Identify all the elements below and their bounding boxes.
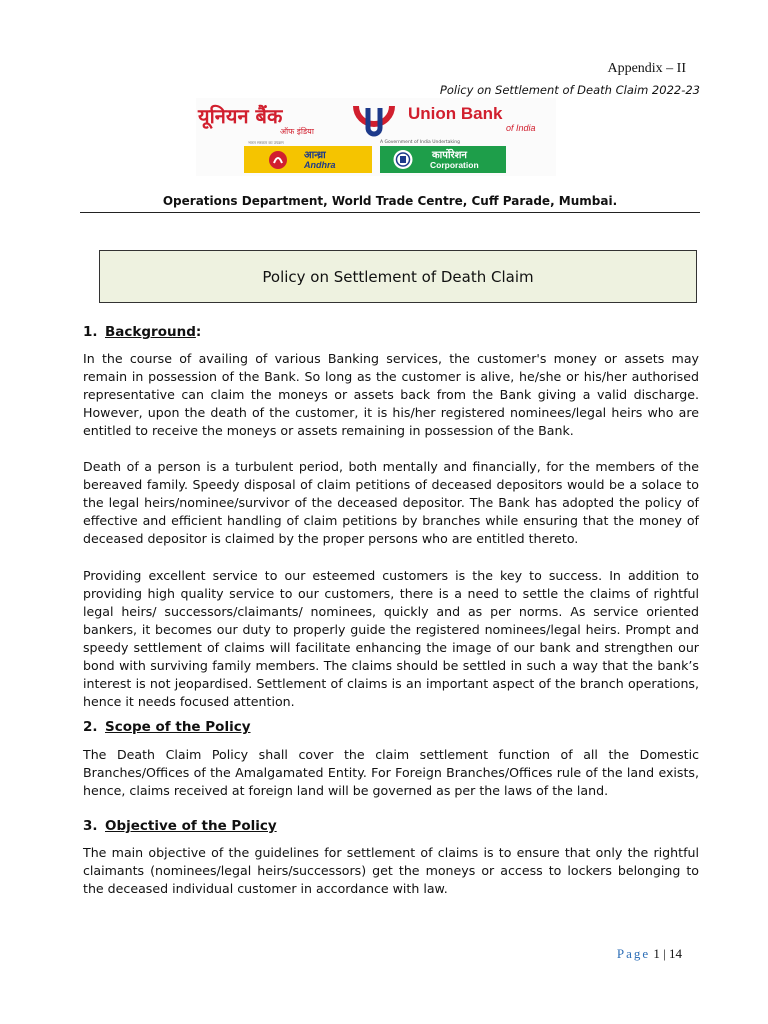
section-heading-scope — [83, 719, 251, 735]
policy-title-box — [99, 250, 697, 303]
page-current: 1 — [653, 946, 660, 961]
logo-hindi-sub: ऑफ इंडिया — [280, 127, 314, 136]
page-label: Page — [616, 946, 651, 961]
section-number: 3. — [83, 818, 98, 834]
page-separator: | — [663, 946, 666, 961]
section-title: Objective of the Policy — [105, 818, 277, 834]
logo-hindi-name: यूनियन बैंक — [198, 104, 283, 128]
section-number: 2. — [83, 719, 98, 735]
header-divider — [80, 212, 700, 213]
paragraph: The Death Claim Policy shall cover the claim settlement function of all the Domestic Branches/Offices of the Amalgamated Entity. For Foreign Branches/Offices rule of the land exists, hence, claims received at foreign land will be governed as per the laws of the land. — [83, 747, 699, 798]
logo-tagline-hindi: भारत सरकार का उपक्रम — [248, 140, 284, 145]
logo-english-name: Union Bank — [408, 104, 503, 123]
corporation-hindi: कार्पोरेशन — [432, 150, 467, 161]
bank-logo — [196, 98, 556, 176]
appendix-label: Appendix – II — [607, 61, 686, 76]
department-address: Operations Department, World Trade Centre, Cuff Parade, Mumbai. — [162, 194, 618, 208]
andhra-logo-icon — [268, 150, 288, 170]
paragraph: Death of a person is a turbulent period, both mentally and financially, for the members of the bereaved family. Speedy disposal of claim petitions of deceased depositors would be a solace to the legal heirs/nominee/survivor of the deceased depositor. The Bank has adopted the policy of effective and efficient handling of claim petitions by branches while ensuring that the money of deceased depositor is claimed by the proper persons who are entitled thereto. — [83, 459, 699, 546]
corporation-bank-badge — [380, 146, 506, 173]
policy-title: Policy on Settlement of Death Claim — [262, 267, 534, 286]
andhra-hindi: आन्ध्रा — [304, 150, 326, 161]
section-title: Background — [105, 324, 196, 340]
andhra-english: Andhra — [304, 160, 336, 170]
page-footer — [617, 946, 682, 962]
section-heading-objective — [83, 818, 277, 834]
logo-english-sub: of India — [506, 123, 536, 133]
paragraph: Providing excellent service to our esteemed customers is the key to success. In addition to providing high quality service to our customers, there is a need to settle the claims of rightful legal heirs/ successors/claimants/ nominees, quickly and as per norms. As service oriented bankers, it becomes our duty to properly guide the registered nominees/legal heirs. Prompt and speedy settlement of claims will facilitate enhancing the image of our bank and strengthen our bond with surviving family members. The claims should be settled in such a way that the bank’s interest is not jeopardised. Settlement of claims is an important aspect of the branch operations, hence it needs focused attention. — [83, 568, 699, 709]
andhra-bank-badge — [244, 146, 372, 173]
paragraph: In the course of availing of various Banking services, the customer's money or assets may remain in possession of the Bank. So long as the customer is alive, he/she or his/her authorised representative can claim the moneys or assets back from the Bank giving a valid discharge. However, upon the death of the customer, it is his/her registered nominees/legal heirs who are entitled to receive the moneys or assets remaining in possession of the Bank. — [83, 351, 699, 438]
section-title: Scope of the Policy — [105, 719, 251, 735]
corporation-english: Corporation — [430, 160, 479, 170]
corporation-logo-icon — [392, 149, 414, 170]
page-total: 14 — [669, 946, 682, 961]
section-title-suffix: : — [195, 324, 202, 340]
section-heading-background — [83, 324, 201, 340]
section-number: 1. — [83, 324, 98, 340]
document-subtitle: Policy on Settlement of Death Claim 2022-23 — [439, 83, 700, 97]
logo-tagline-english: A Government of India Undertaking — [380, 140, 460, 145]
union-bank-mark-icon — [348, 100, 400, 140]
paragraph: The main objective of the guidelines for settlement of claims is to ensure that only the rightful claimants (nominees/legal heirs/successors) get the moneys or access to lockers belonging to the deceased individual customer in accordance with law. — [83, 845, 699, 896]
